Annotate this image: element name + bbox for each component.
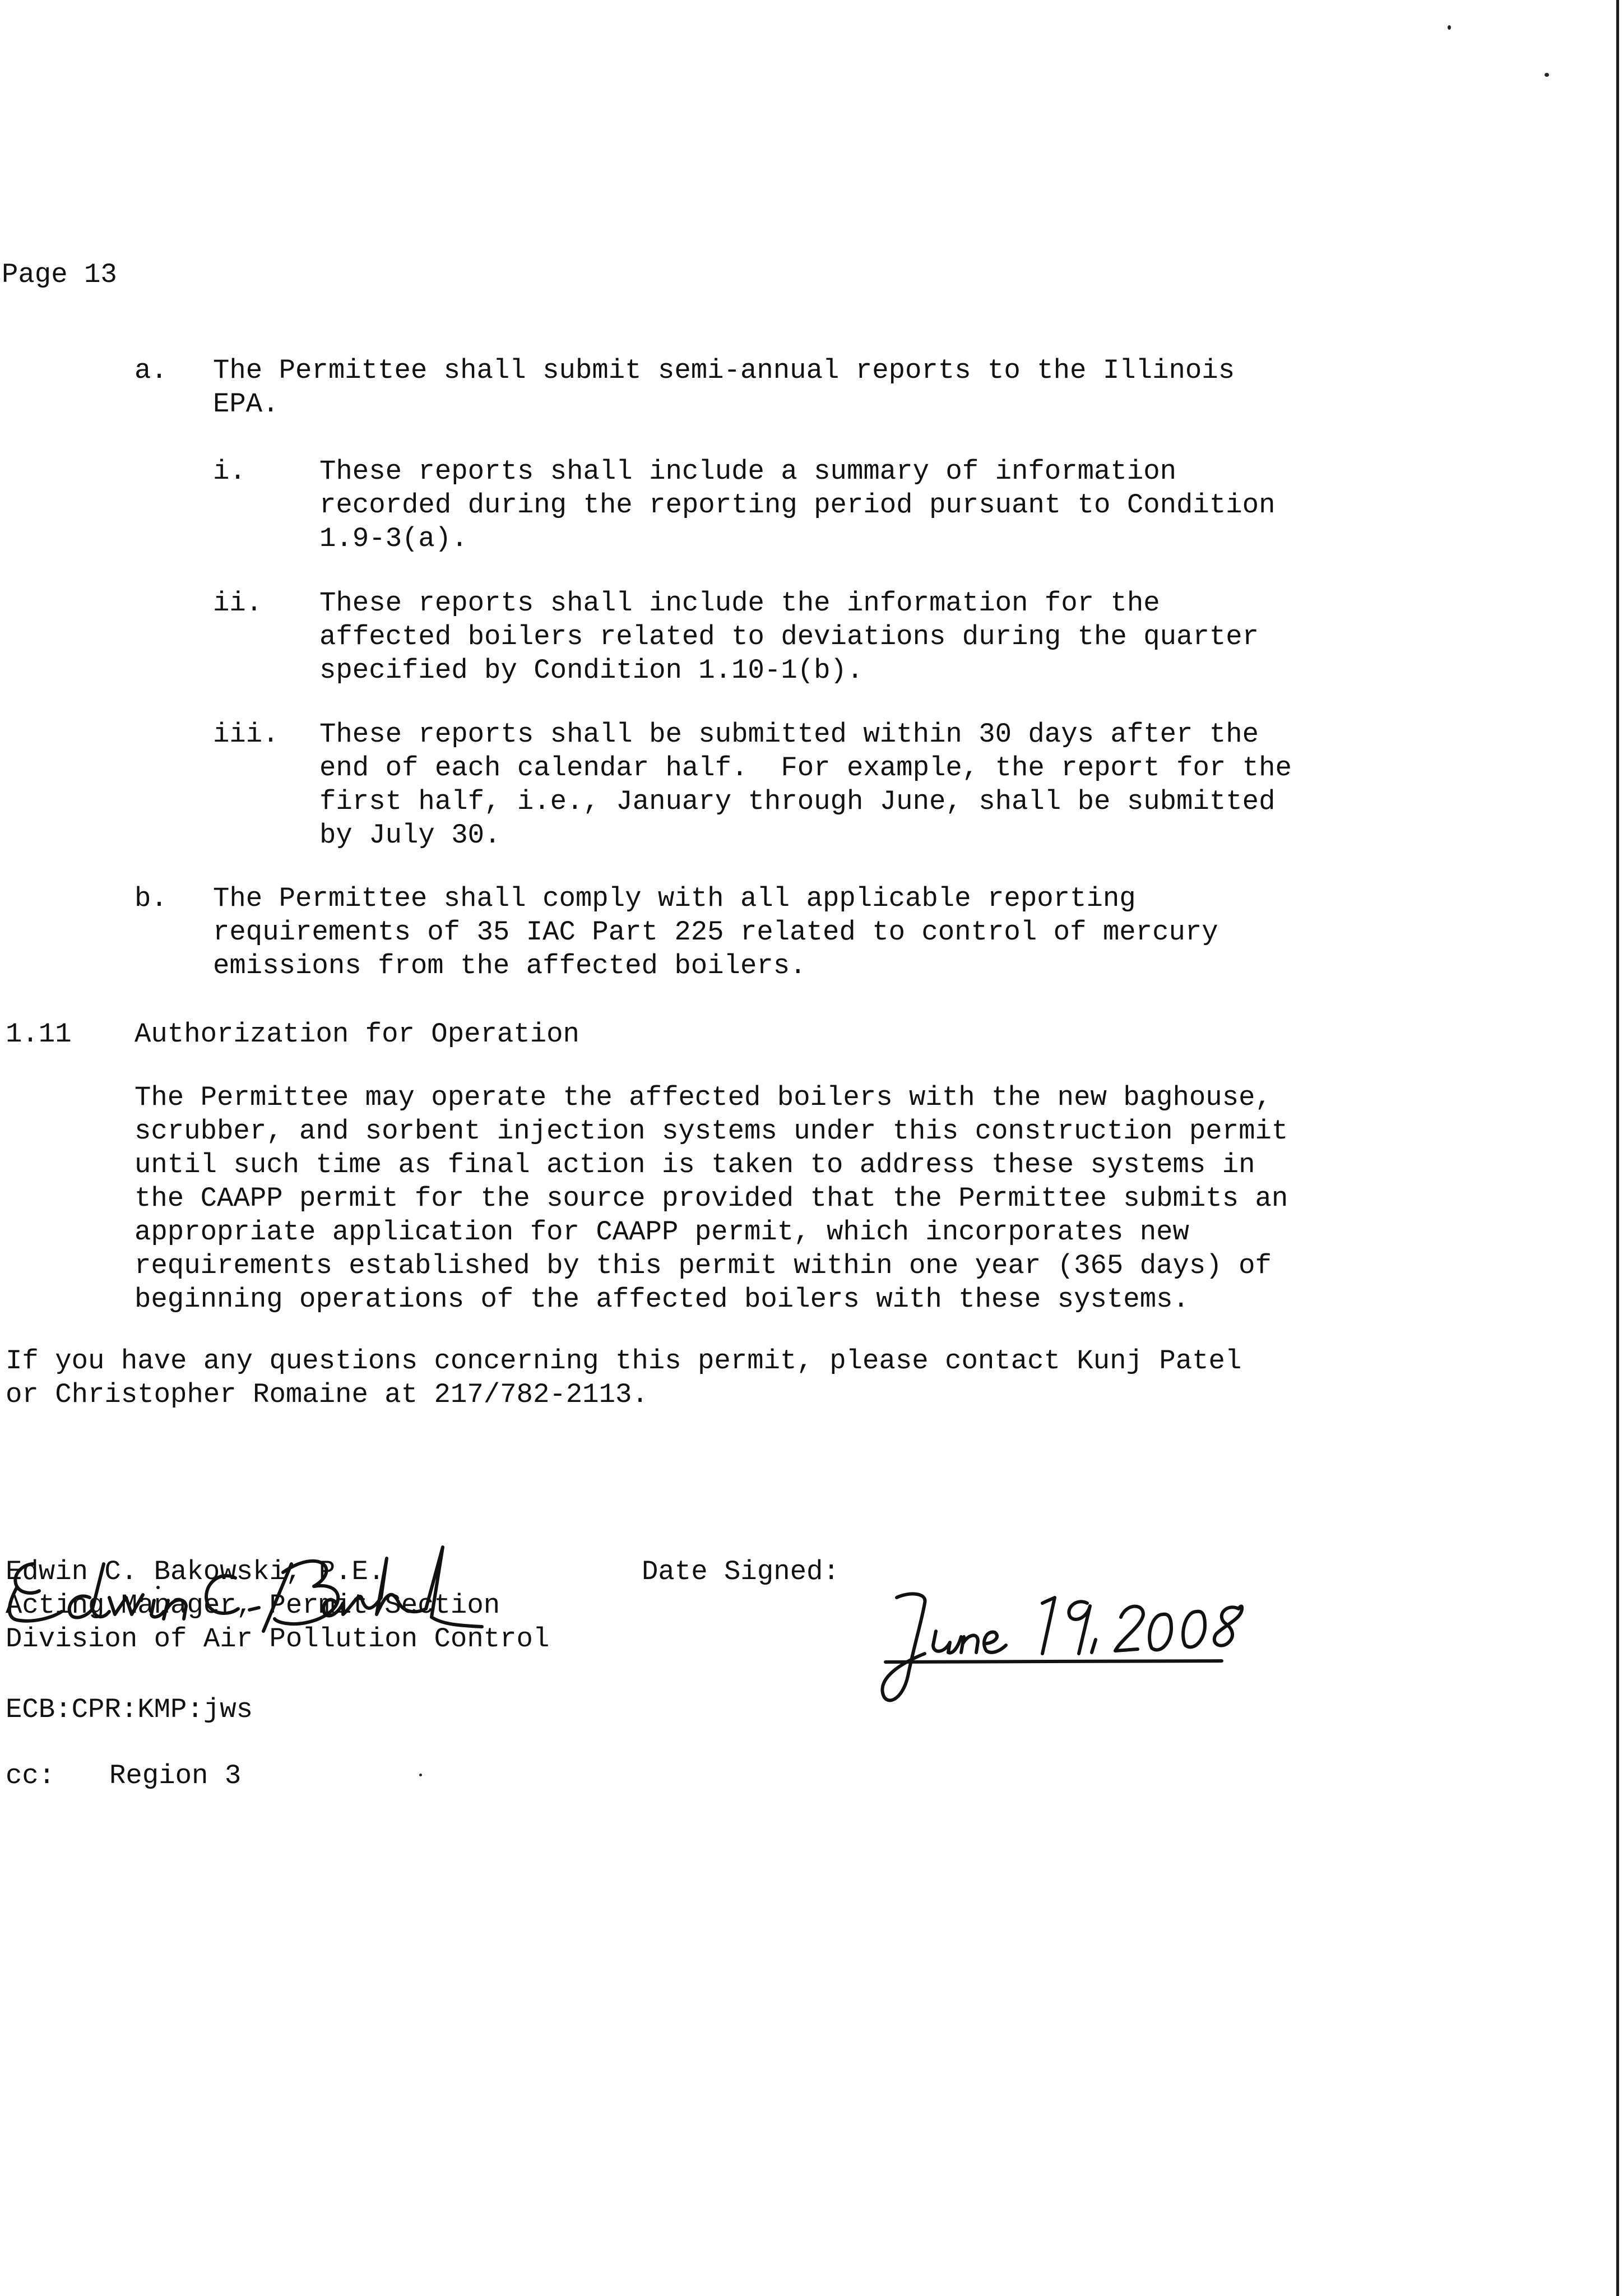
subitem-iii-text xyxy=(319,718,1292,852)
text-line: first half, i.e., January through June, shall be submitted xyxy=(319,786,1276,817)
subitem-i-marker: i. xyxy=(213,456,246,487)
text-line: EPA. xyxy=(213,388,279,420)
signatory-name: Edwin C. Bakowski, P.E. xyxy=(6,1556,385,1587)
text-line: requirements of 35 IAC Part 225 related to control of mercury xyxy=(213,916,1218,948)
text-line: or Christopher Romaine at 217/782-2113. xyxy=(6,1379,648,1410)
text-line: scrubber, and sorbent injection systems under this construction permit xyxy=(135,1115,1288,1147)
text-line: If you have any questions concerning this permit, please contact Kunj Patel xyxy=(6,1345,1242,1377)
text-line: The Permittee shall comply with all applicable reporting xyxy=(213,883,1136,914)
section-title: Authorization for Operation xyxy=(135,1019,579,1050)
text-line: 1.9-3(a). xyxy=(319,523,468,554)
text-line: recorded during the reporting period pursuant to Condition xyxy=(319,489,1276,521)
subitem-ii-text xyxy=(319,586,1259,687)
page-number: Page 13 xyxy=(2,259,117,290)
item-a-text xyxy=(213,354,1235,421)
subitem-ii-marker: ii. xyxy=(213,587,263,619)
page-right-border xyxy=(1616,0,1619,2296)
subitem-iii-marker: iii. xyxy=(213,719,279,750)
text-line: beginning operations of the affected boilers with these systems. xyxy=(135,1284,1189,1315)
section-number: 1.11 xyxy=(6,1019,72,1050)
subitem-i-text xyxy=(319,455,1275,556)
text-line: until such time as final action is taken to address these systems in xyxy=(135,1149,1255,1181)
text-line: requirements established by this permit within one year (365 days) of xyxy=(135,1250,1272,1281)
scan-speck xyxy=(1448,25,1451,30)
date-signed-label: Date Signed: xyxy=(642,1556,840,1587)
text-line: These reports shall include the information for the xyxy=(319,587,1160,619)
text-line: affected boilers related to deviations during the quarter xyxy=(319,621,1259,652)
scan-speck xyxy=(419,1774,422,1776)
text-line: These reports shall be submitted within 30 days after the xyxy=(319,719,1259,750)
text-line: These reports shall include a summary of information xyxy=(319,456,1177,487)
text-line: appropriate application for CAAPP permit, which incorporates new xyxy=(135,1216,1189,1248)
signatory-block xyxy=(6,1555,549,1656)
signatory-division: Division of Air Pollution Control xyxy=(6,1623,550,1655)
cc-recipient: Region 3 xyxy=(109,1760,242,1792)
text-line: specified by Condition 1.10-1(b). xyxy=(319,655,864,686)
item-a-marker: a. xyxy=(135,355,168,386)
scan-speck xyxy=(1545,73,1549,77)
handwritten-date xyxy=(874,1513,1311,1749)
cc-label: cc: xyxy=(6,1760,55,1792)
reference-initials: ECB:CPR:KMP:jws xyxy=(6,1694,253,1725)
text-line: The Permittee may operate the affected boilers with the new baghouse, xyxy=(135,1082,1272,1113)
signatory-title: Acting Manager, Permit Section xyxy=(6,1590,500,1621)
contact-paragraph xyxy=(6,1344,1241,1411)
text-line: the CAAPP permit for the source provided that the Permittee submits an xyxy=(135,1183,1288,1214)
item-b-marker: b. xyxy=(135,883,168,914)
text-line: by July 30. xyxy=(319,820,501,851)
text-line: end of each calendar half. For example, the report for the xyxy=(319,752,1292,784)
text-line: emissions from the affected boilers. xyxy=(213,950,806,982)
text-line: The Permittee shall submit semi-annual reports to the Illinois xyxy=(213,355,1235,386)
section-1-11-body xyxy=(135,1081,1288,1316)
item-b-text xyxy=(213,882,1218,983)
